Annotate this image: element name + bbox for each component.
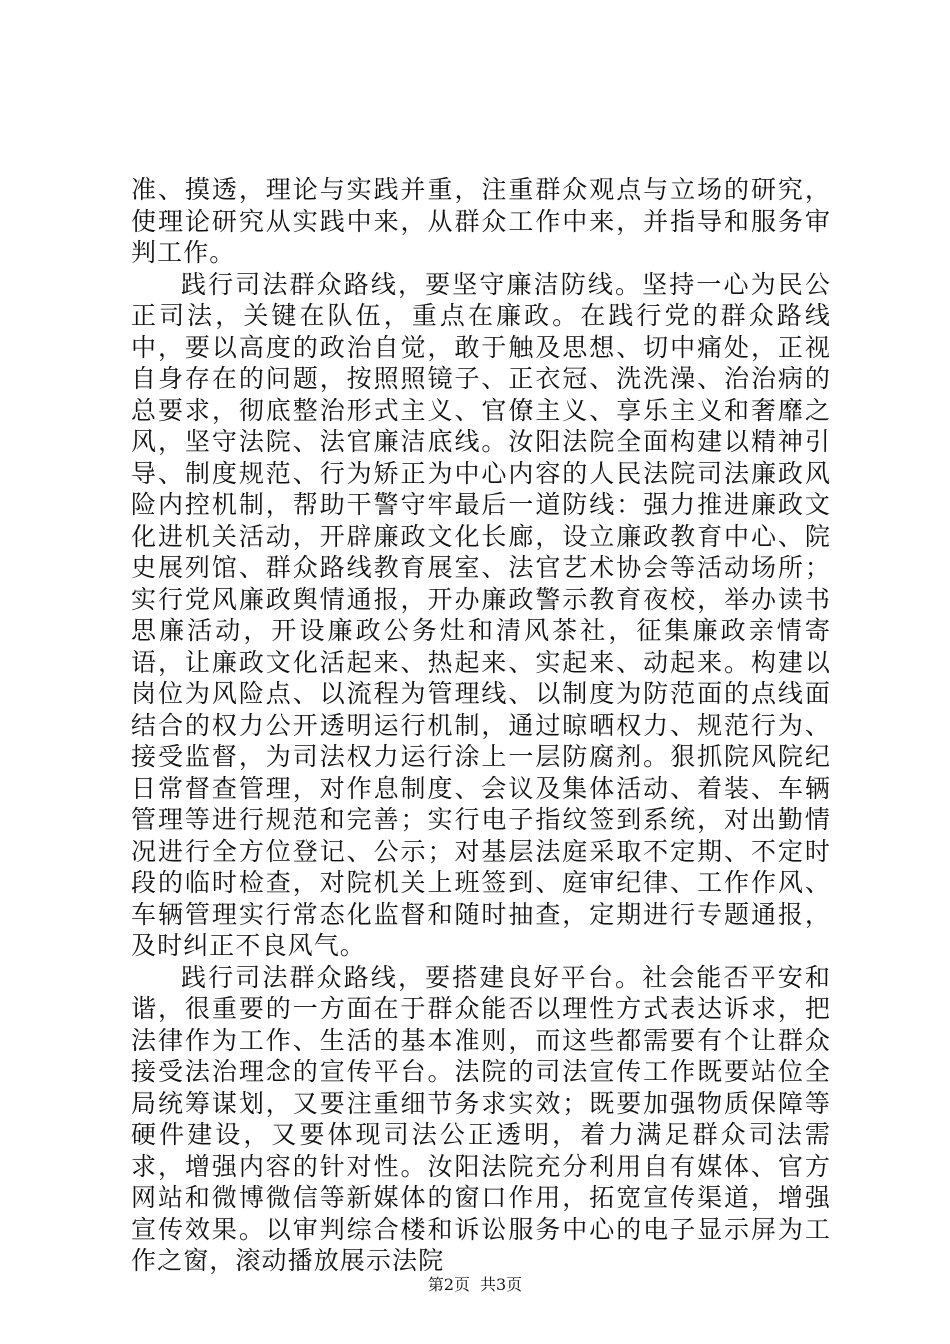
paragraph-continued: 准、摸透，理论与实践并重，注重群众观点与立场的研究，使理论研究从实践中来，从群众工作中来，并指导和服务审判工作。 [131, 175, 831, 267]
page-total: 共3页 [480, 1275, 523, 1294]
paragraph-integrity-defense: 践行司法群众路线，要坚守廉洁防线。坚持一心为民公正司法，关键在队伍，重点在廉政。在践行党的群众路线中，要以高度的政治自觉，敢于触及思想、切中痛处，正视自身存在的问题，按照照镜子、正衣冠、洗洗澡、治治病的总要求，彻底整治形式主义、官僚主义、享乐主义和奢靡之风，坚守法院、法官廉洁底线。汝阳法院全面构建以精神引导、制度规范、行为矫正为中心内容的人民法院司法廉政风险内控机制，帮助干警守牢最后一道防线：强力推进廉政文化进机关活动，开辟廉政文化长廊，设立廉政教育中心、院史展列馆、群众路线教育展室、法官艺术协会等活动场所；实行党风廉政舆情通报，开办廉政警示教育夜校，举办读书思廉活动，开设廉政公务灶和清风茶社，征集廉政亲情寄语，让廉政文化活起来、热起来、实起来、动起来。构建以岗位为风险点、以流程为管理线、以制度为防范面的点线面结合的权力公开透明运行机制，通过晾晒权力、规范行为、接受监督，为司法权力运行涂上一层防腐剂。狠抓院风院纪日常督查管理，对作息制度、会议及集体活动、着装、车辆管理等进行规范和完善；实行电子指纹签到系统，对出勤情况进行全方位登记、公示；对基层法庭采取不定期、不定时段的临时检查，对院机关上班签到、庭审纪律、工作作风、车辆管理实行常态化监督和随时抽查，定期进行专题通报，及时纠正不良风气。 [131, 269, 831, 960]
page-number: 第2页 [427, 1275, 470, 1294]
page-footer [0, 1275, 950, 1295]
paragraph-publicity-platform: 践行司法群众路线，要搭建良好平台。社会能否平安和谐，很重要的一方面在于群众能否以理性方式表达诉求，把法律作为工作、生活的基本准则，而这些都需要有个让群众接受法治理念的宣传平台。法院的司法宣传工作既要站位全局统筹谋划，又要注重细节务求实效；既要加强物质保障等硬件建设，又要体现司法公正透明，着力满足群众司法需求，增强内容的针对性。汝阳法院充分利用自有媒体、官方网站和微博微信等新媒体的窗口作用，拓宽宣传渠道，增强宣传效果。以审判综合楼和诉讼服务中心的电子显示屏为工作之窗，滚动播放展示法院 [131, 962, 831, 1275]
document-body [131, 174, 831, 1277]
